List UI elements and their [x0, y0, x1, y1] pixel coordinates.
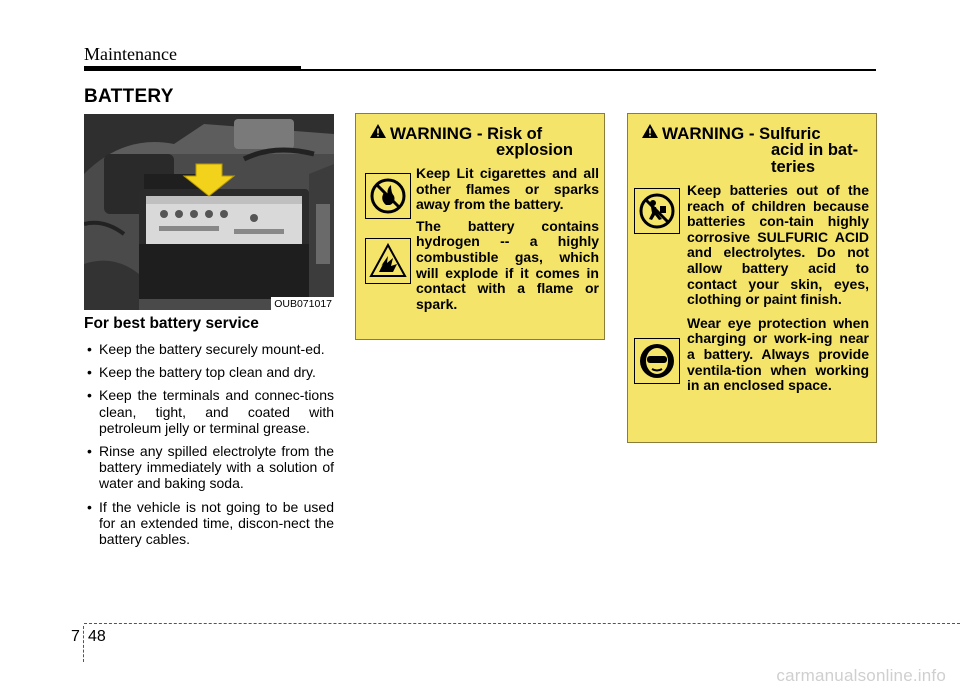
photo-code: OUB071017 [271, 297, 334, 310]
warning-triangle-icon [370, 124, 386, 138]
list-item: • Keep the terminals and connec-tions clean, tight, and coated with petroleum jelly or terminal grease. [84, 387, 334, 436]
battery-photo [84, 114, 334, 310]
list-item: • Keep the battery top clean and dry. [84, 364, 334, 380]
page-number: 48 [88, 628, 106, 645]
warning-triangle-icon [642, 124, 658, 138]
no-flame-icon [365, 173, 411, 219]
battery-illustration [84, 114, 334, 310]
page-heading: BATTERY [84, 86, 174, 107]
warning-paragraph: Keep batteries out of the reach of children because batteries con-tain highly corrosive SULFURIC ACID and electrolytes. Do not allow battery acid to contact your skin, eyes, clothing or paint finish. [687, 182, 869, 308]
warning-explosion-box [355, 113, 605, 340]
warning-paragraph: Keep Lit cigarettes and all other flames or sparks away from the battery. [416, 165, 599, 213]
section-title: Maintenance [84, 44, 177, 64]
warning-explosion-body [416, 166, 599, 318]
explosion-icon [365, 238, 411, 284]
keep-away-from-children-icon [634, 188, 680, 234]
warning-label: WARNING - [390, 124, 483, 143]
header-rule-thin [301, 69, 876, 71]
page-section: 7 [71, 628, 80, 645]
warning-subject-2: acid in bat- [771, 141, 859, 159]
service-title: For best battery service [84, 315, 259, 332]
warning-paragraph: The battery contains hydrogen -- a highly combustible gas, which will explode if it comes in contact with a flame or spark. [416, 217, 599, 312]
warning-acid-box [627, 113, 877, 443]
eye-protection-icon [634, 338, 680, 384]
footer-rule [84, 623, 960, 624]
warning-label: WARNING - [662, 124, 755, 143]
header-rule-thick [84, 66, 301, 71]
footer-divider [83, 626, 84, 662]
warning-acid-body [687, 183, 869, 400]
list-item: • If the vehicle is not going to be used for an extended time, discon-nect the battery cables. [84, 499, 334, 548]
warning-subject-3: teries [771, 158, 816, 176]
warning-paragraph: Wear eye protection when charging or work-ing near a battery. Always provide ventila-tion when working in an enclosed space. [687, 314, 869, 394]
warning-subject-2: explosion [496, 141, 574, 159]
service-list [84, 341, 334, 554]
warning-subject-1: Sulfuric [759, 125, 821, 143]
list-item: • Rinse any spilled electrolyte from the battery immediately with a solution of water and baking soda. [84, 443, 334, 492]
watermark: carmanualsonline.info [776, 666, 946, 685]
warning-subject-1: Risk of [487, 125, 543, 143]
list-item: • Keep the battery securely mount-ed. [84, 341, 334, 357]
